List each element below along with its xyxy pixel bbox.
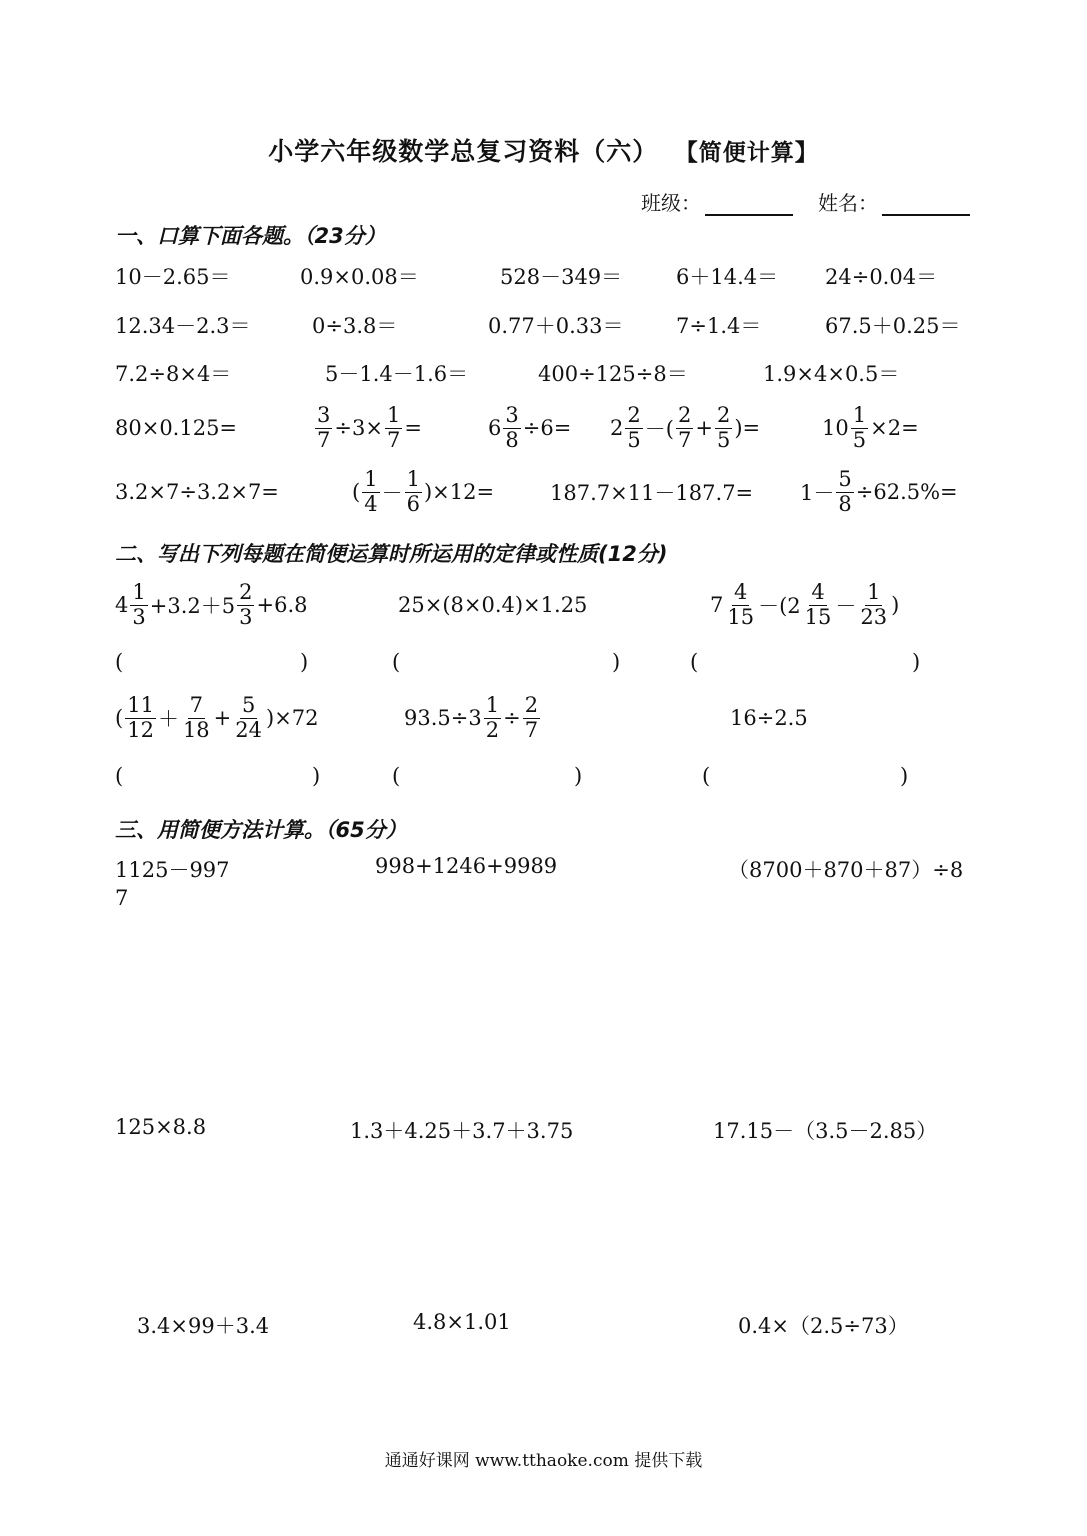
s1-r5-e4 <box>800 464 958 520</box>
fraction <box>523 694 540 741</box>
expr-part: 16÷2.5 <box>730 706 808 730</box>
expr-part: 3 <box>317 403 331 428</box>
expr-part: － <box>381 481 403 505</box>
expr-part: 5 <box>716 427 731 452</box>
expr-part: 4 <box>811 580 825 605</box>
s2-d <box>115 690 319 746</box>
expr-part: 12 <box>127 717 154 742</box>
expr-part: ) <box>300 650 309 674</box>
fraction <box>233 694 264 741</box>
s1-r2-e3: 0.77＋0.33＝ <box>488 314 624 338</box>
expr-part: 5 <box>838 467 852 492</box>
fraction <box>715 404 732 451</box>
s1-r2-e4: 7÷1.4＝ <box>676 314 762 338</box>
expr-part: 3 <box>239 604 253 629</box>
expr-part: + <box>695 416 713 440</box>
name-label: 姓名： <box>818 191 878 215</box>
expr-part: － <box>835 594 857 618</box>
s3-r1-e3: （8700＋870＋87）÷8 <box>728 858 964 882</box>
class-label: 班级： <box>641 191 701 215</box>
fraction <box>858 581 889 628</box>
expr-part: ( <box>392 764 401 788</box>
s1-r4-e3 <box>488 400 571 456</box>
expr-part: )×12= <box>423 480 495 504</box>
expr-part: ( <box>352 480 361 504</box>
s2-b <box>398 577 587 633</box>
fraction <box>836 468 853 515</box>
fraction <box>803 581 834 628</box>
expr-part: 1 <box>386 403 401 428</box>
s3-r3-e1: 3.4×99＋3.4 <box>137 1314 270 1338</box>
answer-blank-a[interactable] <box>115 650 123 674</box>
expr-part: ＋ <box>157 707 179 731</box>
expr-part: 8 <box>838 491 852 516</box>
expr-part: ( <box>702 764 711 788</box>
answer-blank-f-close <box>900 764 908 788</box>
expr-part: )= <box>734 416 761 440</box>
expr-part: ( <box>115 706 124 730</box>
fraction <box>385 404 402 451</box>
s1-r4-e1-text: 80×0.125= <box>115 416 238 440</box>
s1-r2-e5: 67.5＋0.25＝ <box>825 314 961 338</box>
expr-part: 4 <box>115 593 129 617</box>
s1-r5-e3 <box>550 464 753 520</box>
expr-part: ( <box>392 650 401 674</box>
expr-part: 25×(8×0.4)×1.25 <box>398 593 588 617</box>
expr-part: 3 <box>132 604 146 629</box>
fraction <box>130 581 147 628</box>
expr-part: ÷ <box>503 706 521 730</box>
expr-part: 24 <box>235 717 263 742</box>
s1-r4-e2 <box>313 400 422 456</box>
answer-blank-d-close <box>312 764 320 788</box>
expr-part: ) <box>312 764 321 788</box>
expr-part: 1 <box>852 403 867 428</box>
expr-part: 1 <box>132 580 146 605</box>
s2-e <box>404 690 542 746</box>
expr-part: ) <box>574 764 583 788</box>
s1-r1-e3: 528－349＝ <box>500 265 623 289</box>
expr-part: 2 <box>524 693 539 718</box>
expr-part: 1 <box>485 693 500 718</box>
expr-part: 10 <box>822 416 849 440</box>
answer-blank-e-close <box>574 764 582 788</box>
s1-r3-e1: 7.2÷8×4＝ <box>115 362 232 386</box>
fraction <box>237 581 254 628</box>
expr-part: 7 <box>189 693 203 718</box>
s1-r1-e2: 0.9×0.08＝ <box>300 265 419 289</box>
expr-part: 23 <box>860 604 888 629</box>
fraction <box>125 694 156 741</box>
s1-r2-e1: 12.34－2.3＝ <box>115 314 251 338</box>
expr-part: ÷3× <box>334 416 383 440</box>
expr-part: 187.7×11－187.7= <box>550 481 754 505</box>
s3-r1-e3-wrap: 7 <box>115 886 129 910</box>
expr-part: 1 <box>364 467 378 492</box>
s1-r2-e2: 0÷3.8＝ <box>312 314 398 338</box>
expr-part: + <box>213 706 232 730</box>
expr-part: 18 <box>182 717 210 742</box>
fraction <box>181 694 212 741</box>
fraction <box>362 468 379 515</box>
expr-part: 2 <box>610 416 624 440</box>
expr-part: 8 <box>505 427 519 452</box>
s1-r1-e5: 24÷0.04＝ <box>825 265 938 289</box>
answer-blank-b[interactable] <box>392 650 400 674</box>
expr-part: ÷62.5%= <box>855 480 958 504</box>
answer-blank-c[interactable] <box>690 650 698 674</box>
expr-part: ( <box>690 650 699 674</box>
expr-part: )×72 <box>266 706 319 730</box>
s2-c <box>710 577 899 633</box>
s1-r1-e4: 6＋14.4＝ <box>676 265 779 289</box>
fraction <box>725 581 756 628</box>
expr-part: ÷6= <box>522 416 572 440</box>
s3-r3-e2: 4.8×1.01 <box>413 1310 511 1334</box>
s1-r3-e3: 400÷125÷8＝ <box>538 362 688 386</box>
expr-part: 1 <box>406 467 420 492</box>
expr-part: 93.5÷3 <box>404 706 482 730</box>
fraction <box>315 404 332 451</box>
expr-part: 2 <box>627 403 641 428</box>
title-main: 小学六年级数学总复习资料（六） <box>268 137 659 166</box>
expr-part: ) <box>912 650 921 674</box>
expr-part: 4 <box>364 491 378 516</box>
s1-r1-e1: 10－2.65＝ <box>115 265 231 289</box>
expr-part: 15 <box>804 604 832 629</box>
s3-r1-e1: 1125－997 <box>115 858 230 882</box>
expr-part: ( <box>115 650 124 674</box>
answer-blank-d[interactable] <box>115 764 123 788</box>
s3-r3-e3: 0.4×（2.5÷73） <box>738 1314 909 1338</box>
s3-r1-e2: 998+1246+9989 <box>375 854 558 878</box>
fraction <box>484 694 501 741</box>
answer-blank-f[interactable] <box>702 764 710 788</box>
expr-part: 7 <box>524 717 539 742</box>
expr-part: 6 <box>488 416 502 440</box>
s1-r3-e2: 5－1.4－1.6＝ <box>325 362 469 386</box>
s3-r2-e3: 17.15－（3.5－2.85） <box>713 1119 938 1143</box>
title-tag: 【简便计算】 <box>686 140 819 166</box>
expr-part: +3.2＋5 <box>149 594 236 618</box>
expr-part: 1－ <box>800 481 835 505</box>
expr-part: 15 <box>727 604 755 629</box>
expr-part: 2 <box>677 403 692 428</box>
expr-part: 5 <box>627 427 641 452</box>
class-field <box>641 187 793 216</box>
s2-a <box>115 577 307 633</box>
s1-r4-e1 <box>115 400 237 456</box>
expr-part: 3.2×7÷3.2×7= <box>115 480 279 504</box>
expr-part: －(2 <box>758 594 801 618</box>
fraction <box>851 404 868 451</box>
section-3-heading: 三、用简便方法计算。（65分） <box>115 818 407 842</box>
s3-r2-e2: 1.3＋4.25＋3.7＋3.75 <box>350 1119 574 1143</box>
expr-part: ×2= <box>870 416 919 440</box>
s1-r5-e1 <box>115 464 279 520</box>
expr-part: 7 <box>710 593 724 617</box>
answer-blank-a-close <box>300 650 308 674</box>
expr-part: +6.8 <box>256 593 308 617</box>
expr-part: 3 <box>505 403 519 428</box>
fraction <box>625 404 642 451</box>
s2-f <box>730 690 808 746</box>
expr-part: 11 <box>127 693 154 718</box>
expr-part: ) <box>891 593 900 617</box>
expr-part: 7 <box>386 427 401 452</box>
s1-r4-e5 <box>822 400 919 456</box>
fraction <box>503 404 520 451</box>
expr-part: 6 <box>406 491 420 516</box>
expr-part: 2 <box>239 580 253 605</box>
expr-part: 7 <box>317 427 331 452</box>
expr-part: ( <box>115 764 124 788</box>
page-title <box>0 132 1087 168</box>
expr-part: ) <box>900 764 909 788</box>
expr-part: ) <box>612 650 621 674</box>
s1-r3-e4: 1.9×4×0.5＝ <box>763 362 900 386</box>
s1-r5-e2 <box>352 464 494 520</box>
expr-part: 2 <box>485 717 500 742</box>
expr-part: 1 <box>867 580 881 605</box>
expr-part: = <box>404 416 422 440</box>
expr-part: －( <box>644 417 674 441</box>
section-1-heading: 一、口算下面各题。（23分） <box>115 224 386 248</box>
s3-r2-e1: 125×8.8 <box>115 1115 207 1139</box>
section-2-heading: 二、写出下列每题在简便运算时所运用的定律或性质(12分) <box>115 542 668 566</box>
expr-part: 5 <box>852 427 867 452</box>
name-blank[interactable] <box>882 194 970 216</box>
answer-blank-e[interactable] <box>392 764 400 788</box>
fraction <box>676 404 693 451</box>
answer-blank-c-close <box>912 650 920 674</box>
s1-r4-e4 <box>610 400 760 456</box>
answer-blank-b-close <box>612 650 620 674</box>
expr-part: 2 <box>716 403 731 428</box>
expr-part: 5 <box>241 693 256 718</box>
class-blank[interactable] <box>705 194 793 216</box>
expr-part: 7 <box>677 427 692 452</box>
expr-part: 4 <box>734 580 748 605</box>
fraction <box>405 468 422 515</box>
name-field <box>818 187 970 216</box>
footer-credit: 通通好课网 www.tthaoke.com 提供下载 <box>384 1451 703 1471</box>
